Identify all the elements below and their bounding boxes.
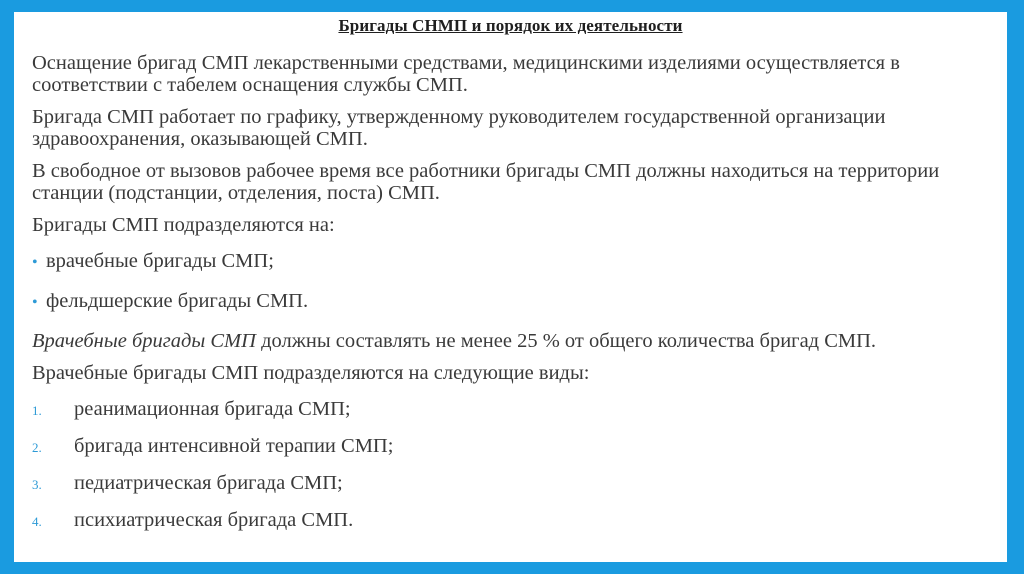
paragraph-schedule: Бригада СМП работает по графику, утвержденному руководителем государственной организации здравоохранения, оказывающей СМП. bbox=[32, 106, 886, 150]
slide bbox=[14, 12, 1007, 562]
bullet-text: врачебные бригады СМП; bbox=[46, 250, 274, 272]
list-item bbox=[32, 472, 992, 496]
list-number: 2. bbox=[32, 440, 42, 455]
paragraph-text: должны составлять не менее 25 % от общего количества бригад СМП. bbox=[255, 330, 877, 352]
list-number: 4. bbox=[32, 514, 42, 529]
list-number: 1. bbox=[32, 403, 42, 418]
list-item bbox=[32, 435, 992, 459]
list-text: реанимационная бригада СМП; bbox=[74, 398, 351, 420]
list-item bbox=[32, 509, 992, 533]
list-text: педиатрическая бригада СМП; bbox=[74, 472, 343, 494]
paragraph-subdivision: Бригады СМП подразделяются на: bbox=[32, 214, 335, 236]
list-text: бригада интенсивной терапии СМП; bbox=[74, 435, 394, 457]
bullet-icon: • bbox=[32, 254, 38, 271]
bullet-text: фельдшерские бригады СМП. bbox=[46, 290, 309, 312]
bullet-icon: • bbox=[32, 294, 38, 311]
list-item bbox=[32, 250, 992, 274]
page-title: Бригады СНМП и порядок их деятельности bbox=[338, 16, 683, 35]
paragraph-doctor-share bbox=[32, 330, 992, 352]
list-item bbox=[32, 398, 992, 422]
paragraph-doctor-types: Врачебные бригады СМП подразделяются на следующие виды: bbox=[32, 362, 590, 384]
list-text: психиатрическая бригада СМП. bbox=[74, 509, 354, 531]
list-item bbox=[32, 290, 992, 314]
paragraph-free-time: В свободное от вызовов рабочее время все работники бригады СМП должны находиться на территории станции (подстанции, отделения, поста) СМП. bbox=[32, 160, 940, 204]
paragraph-equipment: Оснащение бригад СМП лекарственными средствами, медицинскими изделиями осуществляется в соответствии с табелем оснащения службы СМП. bbox=[32, 52, 900, 96]
list-number: 3. bbox=[32, 477, 42, 492]
emphasis-text: Врачебные бригады СМП bbox=[32, 330, 256, 352]
slide-content bbox=[32, 52, 992, 546]
